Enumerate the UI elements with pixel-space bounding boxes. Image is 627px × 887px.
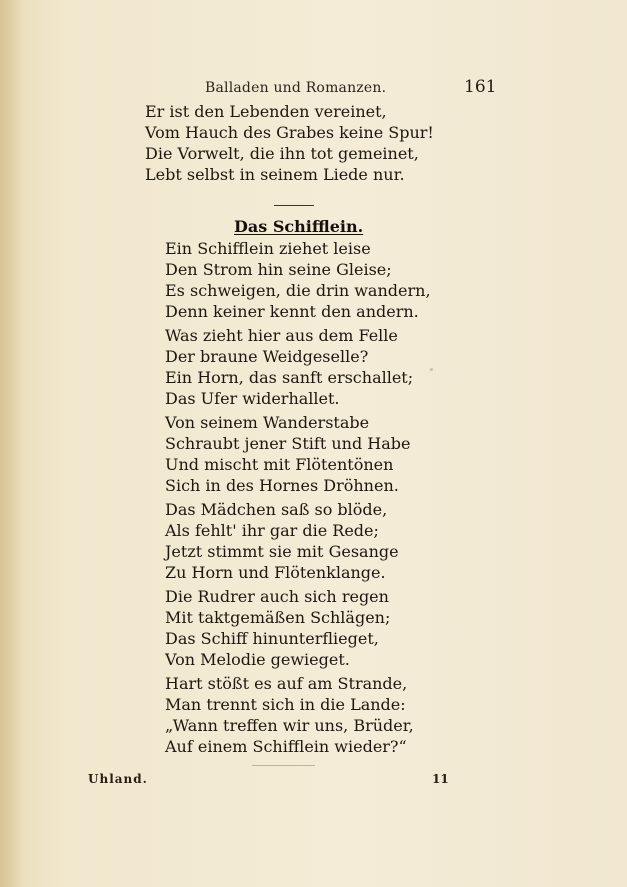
verse-line: Mit taktgemäßen Schlägen; [165,608,391,627]
verse-line: Man trennt sich in die Lande: [165,695,406,714]
stanza-6 [165,673,414,757]
page-gutter-shadow [0,0,24,887]
verse-line: Lebt selbst in seinem Liede nur. [145,165,405,184]
page-number: 161 [464,77,497,97]
stanza-4 [165,499,399,583]
verse-line: Auf einem Schifflein wieder?“ [165,737,407,756]
verse-line: Als fehlt' ihr gar die Rede; [165,521,379,540]
section-divider [274,205,314,206]
verse-line: Die Vorwelt, die ihn tot gemeinet, [145,144,419,163]
verse-line: Schraubt jener Stift und Habe [165,434,411,453]
verse-line: Von seinem Wanderstabe [165,413,370,432]
verse-line: Zu Horn und Flötenklange. [165,563,386,582]
stanza-1 [165,238,431,322]
verse-line: Ein Schifflein ziehet leise [165,239,371,258]
verse-line: Denn keiner kennt den andern. [165,302,419,321]
footer-divider [252,765,315,766]
stanza-5 [165,586,390,670]
verse-line: Die Rudrer auch sich regen [165,587,389,606]
verse-line: Das Schiff hinunterflieget, [165,629,379,648]
verse-line: Jetzt stimmt sie mit Gesange [165,542,399,561]
previous-poem-ending [145,101,434,185]
running-head: Balladen und Romanzen. [205,80,387,96]
verse-line: Er ist den Lebenden vereinet, [145,102,387,121]
verse-line: Sich in des Hornes Dröhnen. [165,476,399,495]
stanza-3 [165,412,411,496]
stanza-2 [165,325,413,409]
author-signature: Uhland. [88,772,148,786]
verse-line: Es schweigen, die drin wandern, [165,281,431,300]
verse-line: Den Strom hin seine Gleise; [165,260,392,279]
verse-line: Das Ufer widerhallet. [165,389,340,408]
verse-line: Der braune Weidgeselle? [165,347,369,366]
verse-line: Ein Horn, das sanft erschallet; [165,368,414,387]
verse-line: Vom Hauch des Grabes keine Spur! [145,123,434,142]
verse-line: Und mischt mit Flötentönen [165,455,394,474]
signature-mark: 11 [432,772,449,786]
paper-speck [430,368,433,371]
poem-title: Das Schifflein. [234,217,364,236]
verse-line: Hart stößt es auf am Strande, [165,674,408,693]
verse-line: Das Mädchen saß so blöde, [165,500,388,519]
verse-line: Was zieht hier aus dem Felle [165,326,398,345]
verse-line: Von Melodie gewieget. [165,650,350,669]
verse-line: „Wann treffen wir uns, Brüder, [165,716,414,735]
